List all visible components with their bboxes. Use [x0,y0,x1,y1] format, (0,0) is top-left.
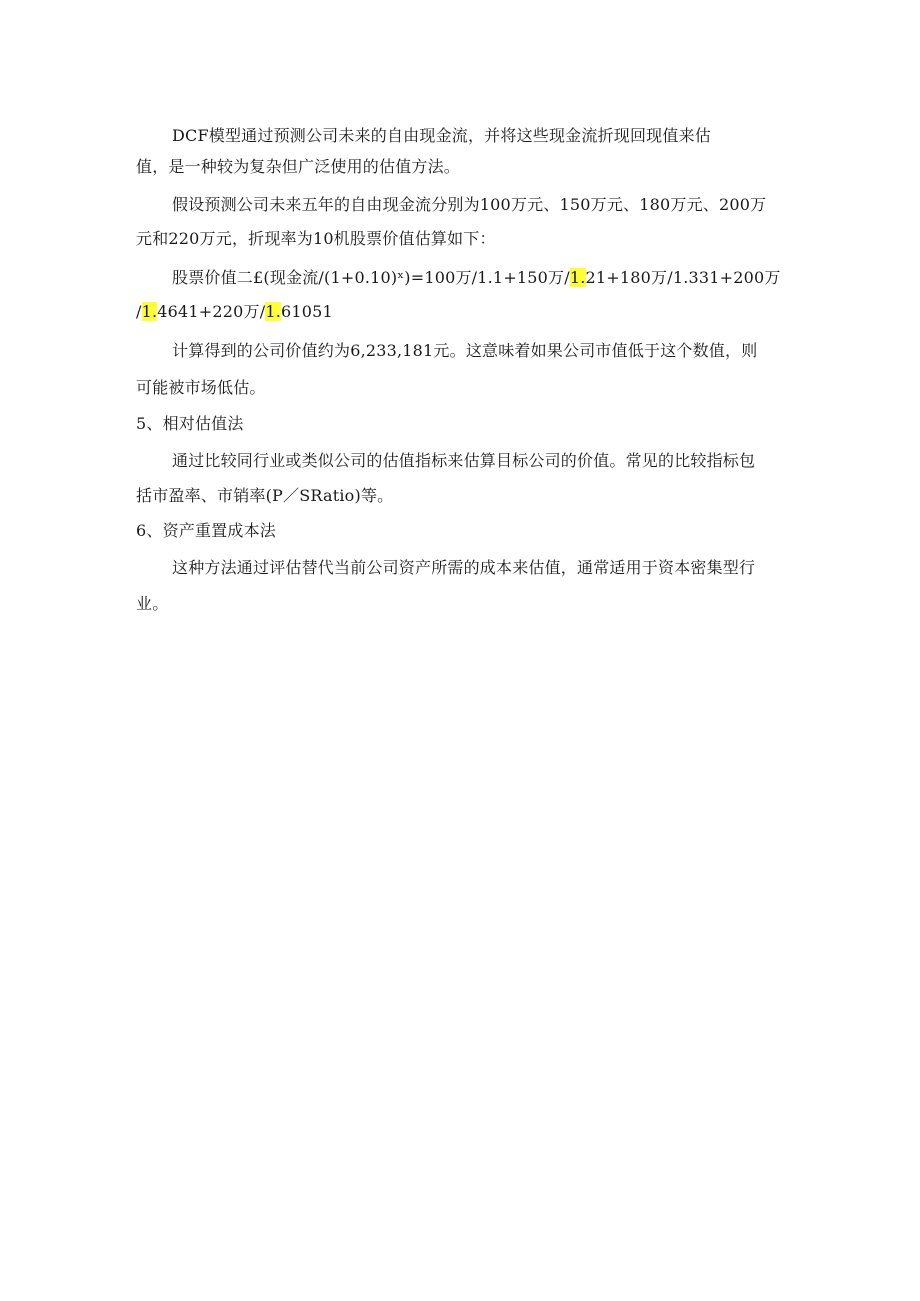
formula-line-2 [136,302,333,322]
paragraph-result-line-1: 计算得到的公司价值约为6,233,181元。这意味着如果公司市值低于这个数值，则 [172,341,758,360]
section-heading-5: 5、相对估值法 [136,414,244,433]
highlight-mark: 1. [265,302,281,321]
paragraph-relative-line-1: 通过比较同行业或类似公司的估值指标来估算目标公司的价值。常见的比较指标包 [172,451,756,470]
paragraph-replacement-line-1: 这种方法通过评估替代当前公司资产所需的成本来估值，通常适用于资本密集型行 [172,558,756,577]
paragraph-assumption-line-1: 假设预测公司未来五年的自由现金流分别为100万元、150万元、180万元、200万 [172,195,767,214]
formula-text: 股票价值二£(现金流/(1+0.10)ˣ)=100万/1.1+150万/ [172,268,570,287]
section-heading-6: 6、资产重置成本法 [136,521,276,540]
paragraph-dcf-line-2: 值，是一种较为复杂但广泛使用的估值方法。 [136,157,461,176]
formula-text: 61051 [281,302,333,321]
paragraph-replacement-line-2: 业。 [136,594,169,613]
formula-line-1 [172,268,781,288]
paragraph-result-line-2: 可能被市场低估。 [136,378,266,397]
formula-text: 21+180万/1.331+200万 [585,268,781,287]
highlight-mark: 1. [569,268,586,287]
formula-text: 4641+220万/ [157,302,266,321]
paragraph-relative-line-2: 括市盈率、市销率(P／SRatio)等。 [136,486,394,505]
formula-text: / [136,302,142,321]
paragraph-dcf-line-1: DCF模型通过预测公司未来的自由现金流，并将这些现金流折现回现值来估 [172,126,711,145]
highlight-mark: 1. [141,302,158,321]
paragraph-assumption-line-2: 元和220万元，折现率为10机股票价值估算如下： [136,229,496,248]
